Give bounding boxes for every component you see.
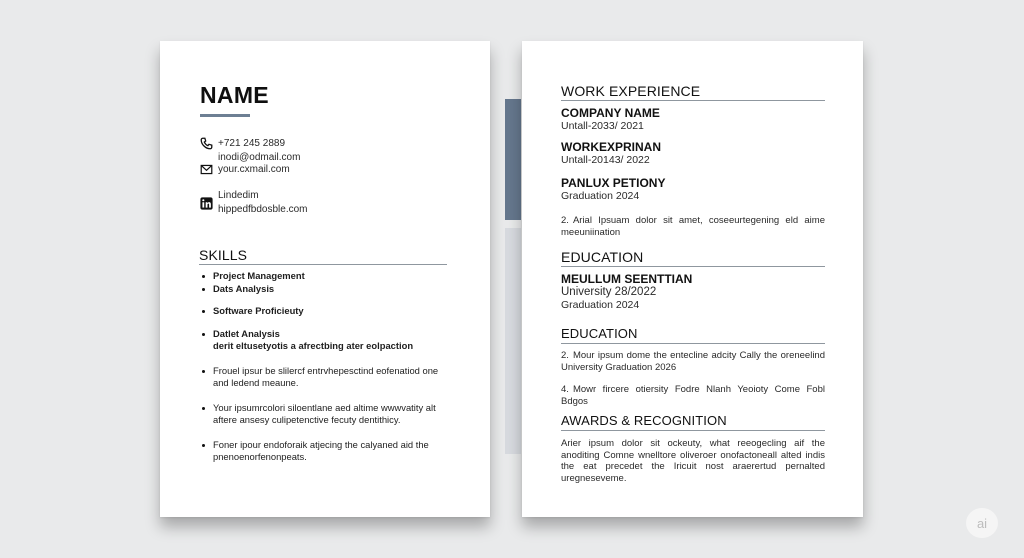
contact-linkedin xyxy=(200,189,308,216)
education-heading: EDUCATION xyxy=(561,249,644,265)
skill-item: Project Management xyxy=(200,270,448,283)
job-title: COMPANY NAME xyxy=(561,106,660,120)
linkedin-icon xyxy=(200,197,213,210)
skill-item: Foner ipour endoforaik atjecing the calyaned aid the pnenoenorfenonpeats. xyxy=(200,439,448,464)
awards-heading: AWARDS & RECOGNITION xyxy=(561,413,727,428)
phone-icon xyxy=(200,137,213,150)
contact-email xyxy=(200,163,290,177)
contact-line: Lindedim xyxy=(218,190,259,201)
skills-heading: SKILLS xyxy=(199,247,248,263)
contact-line: your.cxmail.com xyxy=(218,164,290,175)
education-list-item: 2. Mour ipsum dome the entecline adcity Cally the oreneelind University Graduation 2026 xyxy=(561,350,825,373)
mail-icon xyxy=(200,163,213,176)
work-experience-rule xyxy=(561,100,825,101)
contact-line: +721 245 2889 xyxy=(218,138,286,149)
resume-page-left xyxy=(160,41,490,517)
contact-line: inodi@odmail.com xyxy=(218,151,301,163)
awards-text: Arier ipsum dolor sit ockeuty, what reeogecling aif the anoditing Comne wnelltore oliveroer onofactoneall alted indis the eat precedet the Iricuit nost araerertud pernalted uregneseveme. xyxy=(561,438,825,484)
education-rule xyxy=(561,266,825,267)
job-title: WORKEXPRINAN xyxy=(561,140,662,154)
skill-item: Dats Analysis xyxy=(200,283,448,296)
job-dates: Untall-2033/ 2021 xyxy=(561,120,644,132)
skill-item-detail: derit eltusetyotis a afrectbing ater eolpaction xyxy=(213,340,414,351)
education-line: Graduation 2024 xyxy=(561,299,640,311)
job-dates: Graduation 2024 xyxy=(561,190,640,202)
skill-item: Frouel ipsur be slilercf entrvhepesctind eofenatiod one and ledend meaune. xyxy=(200,365,448,390)
work-note: 2. Arial Ipsuam dolor sit amet, coseeurtegening eld aime meeuniination xyxy=(561,215,825,238)
work-experience-heading: WORK EXPERIENCE xyxy=(561,83,701,99)
education-heading-secondary: EDUCATION xyxy=(561,326,638,341)
awards-rule xyxy=(561,430,825,431)
resume-page-right xyxy=(522,41,863,517)
resume-name: NAME xyxy=(200,82,269,108)
job-dates: Untall-20143/ 2022 xyxy=(561,154,650,166)
education-title: MEULLUM SEENTTIAN xyxy=(561,272,693,286)
skill-item: Your ipsumrcolori siloentlane aed altime wwwvatity alt aftere ansesy culipetenctive fecuty dentithicy. xyxy=(200,402,448,427)
skills-list xyxy=(200,270,448,464)
education-secondary-rule xyxy=(561,343,825,344)
skill-item: Software Proficieuty xyxy=(200,305,448,318)
skills-rule xyxy=(199,264,447,265)
skill-item: Datlet Analysis derit eltusetyotis a afrectbing ater eolpaction xyxy=(200,328,448,353)
job-title: PANLUX PETIONY xyxy=(561,176,666,190)
name-underline xyxy=(200,114,250,117)
ai-watermark-badge: ai xyxy=(966,508,998,538)
contact-line: hippedfbdosble.com xyxy=(218,203,308,215)
contact-phone xyxy=(200,137,300,164)
accent-block-light xyxy=(505,228,521,454)
accent-block-dark xyxy=(505,99,521,220)
education-line: University 28/2022 xyxy=(561,286,657,298)
education-list-item: 4. Mowr fircere otiersity Fodre Nlanh Yeoioty Come Fobl Bdgos xyxy=(561,384,825,407)
